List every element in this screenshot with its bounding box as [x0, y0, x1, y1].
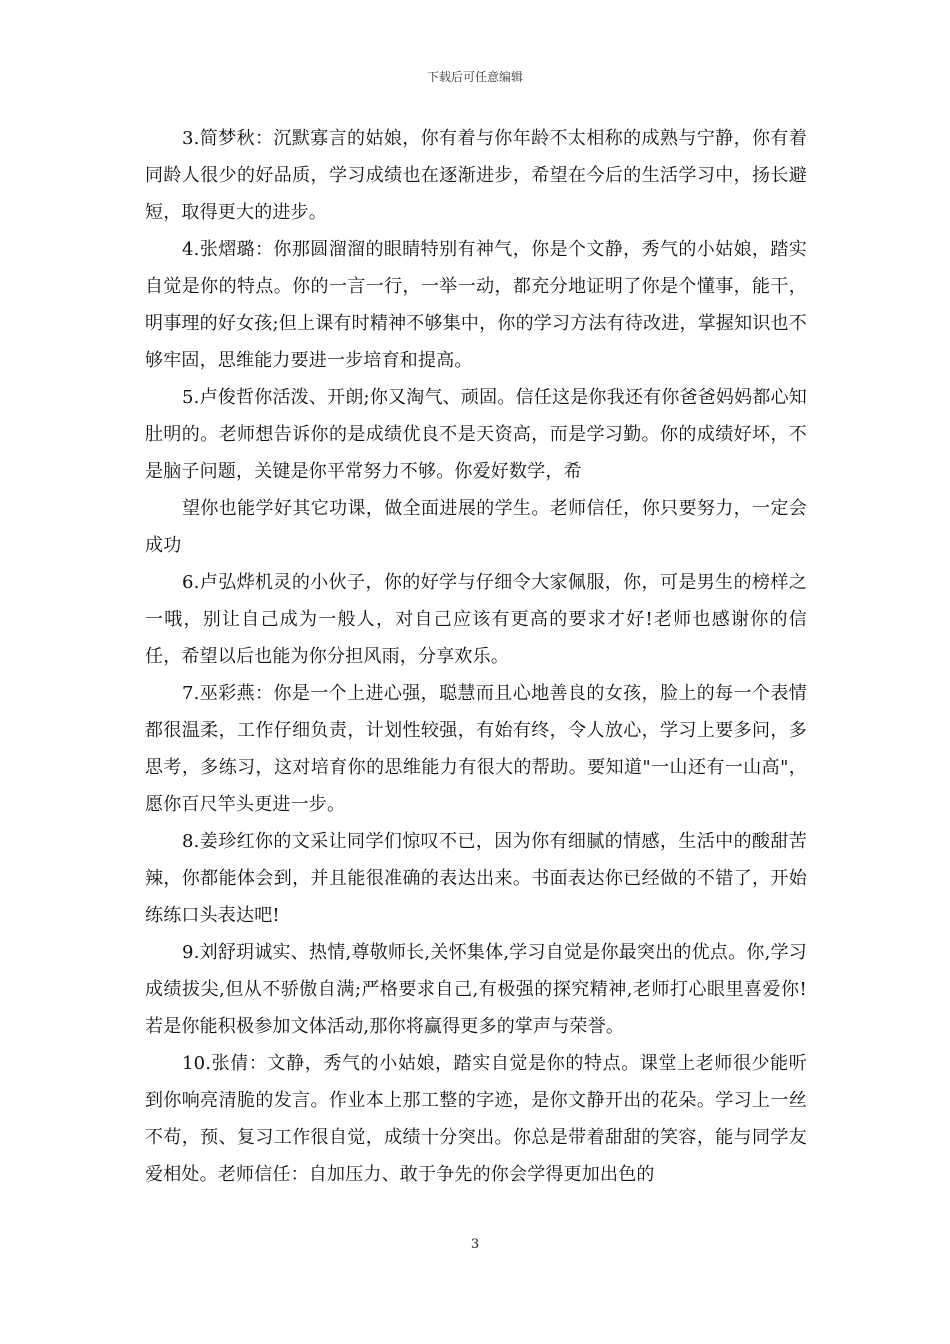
comment-paragraph-8: 8.姜珍红你的文采让同学们惊叹不已，因为你有细腻的情感，生活中的酸甜苦辣，你都能体会到，并且能很准确的表达出来。书面表达你已经做的不错了，开始练练口头表达吧! [145, 831, 807, 926]
page-header: 下载后可任意编辑 [426, 70, 523, 84]
document-body [145, 120, 807, 1193]
comment-paragraph-4: 4.张熠璐：你那圆溜溜的眼睛特别有神气，你是个文静，秀气的小姑娘，踏实自觉是你的特点。你的一言一行，一举一动，都充分地证明了你是个懂事，能干，明事理的好女孩;但上课有时精神不够集中，你的学习方法有待改进，掌握知识也不够牢固，思维能力要进一步培育和提高。 [145, 239, 807, 371]
page-number: 3 [470, 1237, 480, 1252]
comment-paragraph-3: 3.简梦秋：沉默寡言的姑娘，你有着与你年龄不太相称的成熟与宁静，你有着同龄人很少的好品质，学习成绩也在逐渐进步，希望在今后的生活学习中，扬长避短，取得更大的进步。 [145, 128, 807, 223]
comment-paragraph-7: 7.巫彩燕：你是一个上进心强，聪慧而且心地善良的女孩，脸上的每一个表情都很温柔，工作仔细负责，计划性较强，有始有终，令人放心，学习上要多问，多思考，多练习，这对培育你的思维能力有很大的帮助。要知道"一山还有一山高"，愿你百尺竿头更进一步。 [145, 683, 807, 815]
comment-paragraph-6: 6.卢弘烨机灵的小伙子，你的好学与仔细令大家佩服，你，可是男生的榜样之一哦，别让自己成为一般人，对自己应该有更高的要求才好!老师也感谢你的信任，希望以后也能为你分担风雨，分享欢乐。 [145, 572, 807, 667]
comment-paragraph-5: 5.卢俊哲你活泼、开朗;你又淘气、顽固。信任这是你我还有你爸爸妈妈都心知肚明的。老师想告诉你的是成绩优良不是天资高，而是学习勤。你的成绩好坏，不是脑子问题，关键是你平常努力不够。你爱好数学，希 [145, 387, 807, 482]
comment-paragraph-10: 10.张倩：文静，秀气的小姑娘，踏实自觉是你的特点。课堂上老师很少能听到你响亮清脆的发言。作业本上那工整的字迹，是你文静开出的花朵。学习上一丝不苟，预、复习工作很自觉，成绩十分突出。你总是带着甜甜的笑容，能与同学友爱相处。老师信任：自加压力、敢于争先的你会学得更加出色的 [145, 1053, 807, 1185]
comment-paragraph-9: 9.刘舒玥诚实、热情,尊敬师长,关怀集体,学习自觉是你最突出的优点。你,学习成绩拔尖,但从不骄傲自满;严格要求自己,有极强的探究精神,老师打心眼里喜爱你!若是你能积极参加文体活动,那你将赢得更多的掌声与荣誉。 [145, 942, 807, 1037]
comment-paragraph-5-continued: 望你也能学好其它功课，做全面进展的学生。老师信任，你只要努力，一定会成功 [145, 498, 807, 556]
